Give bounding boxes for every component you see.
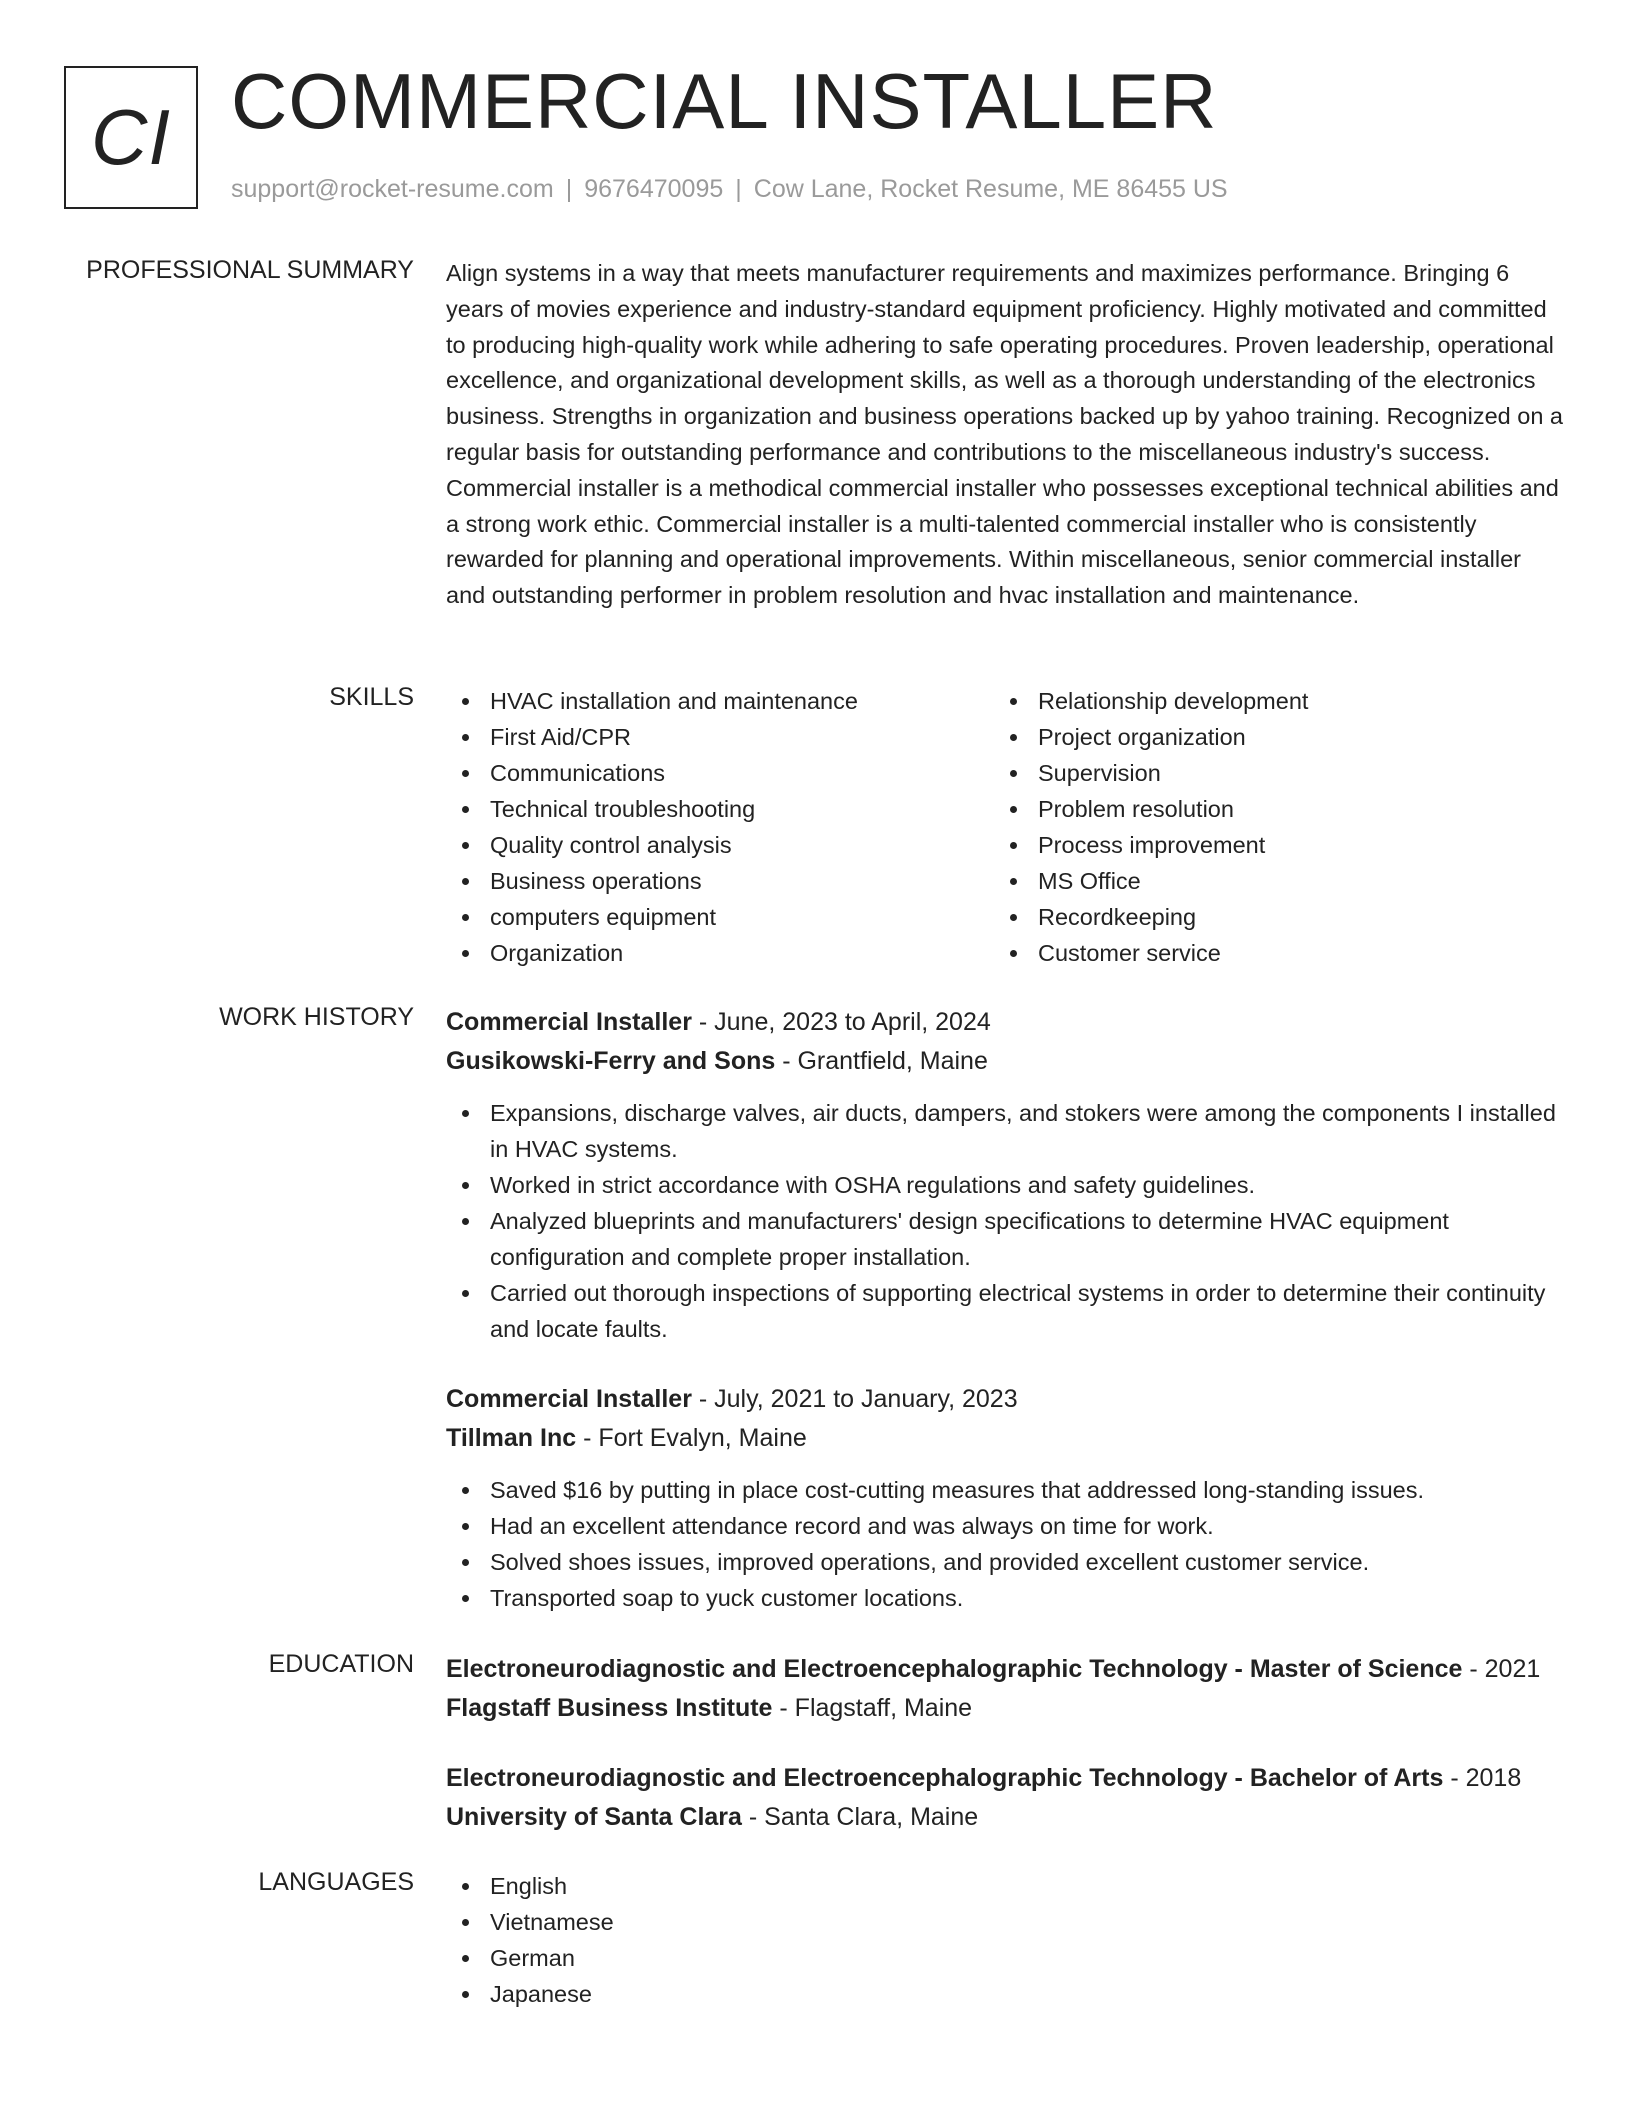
contact-email[interactable]: support@rocket-resume.com (231, 175, 554, 203)
summary-text: Align systems in a way that meets manufacturer requirements and maximizes performance. Bringing 6 years of movies experience and industry-standard equipment proficiency. Highly motivated and committed to producing high-quality work while adhering to safe operating procedures. Proven leadership, operational excellence, and organizational development skills, as well as a thorough understanding of the electronics business. Strengths in organization and business operations backed up by yahoo training. Recognized on a regular basis for outstanding performance and contributions to the miscellaneous industry's success. Commercial installer is a methodical commercial installer who possesses exceptional technical abilities and a strong work ethic. Commercial installer is a multi-talented commercial installer who is consistently rewarded for planning and operational improvements. Within miscellaneous, senior commercial installer and outstanding performer in problem resolution and hvac installation and maintenance. (446, 260, 1563, 609)
job-bullet: Analyzed blueprints and manufacturers' design specifications to determine HVAC equipment configuration and complete proper installation. (446, 1203, 1566, 1275)
job-title: Commercial Installer (446, 1385, 692, 1413)
skill-item: Communications (446, 755, 994, 791)
education-school: Flagstaff Business Institute (446, 1694, 773, 1722)
skill-item: First Aid/CPR (446, 719, 994, 755)
contact-line (231, 175, 1228, 204)
skill-item: Supervision (994, 755, 1542, 791)
languages-list (446, 1868, 1566, 2012)
skills-column-right (994, 683, 1542, 971)
languages-body (446, 1868, 1566, 2012)
skill-item: Business operations (446, 863, 994, 899)
skill-item: Recordkeeping (994, 899, 1542, 935)
job-dates: - June, 2023 to April, 2024 (691, 1008, 991, 1036)
skill-item: computers equipment (446, 899, 994, 935)
job-bullet: Solved shoes issues, improved operations, and provided excellent customer service. (446, 1544, 1566, 1580)
job-entry (446, 1380, 1566, 1616)
education-year: - 2021 (1462, 1655, 1541, 1683)
contact-address: Cow Lane, Rocket Resume, ME 86455 US (753, 175, 1228, 203)
skills-column-left (446, 683, 994, 971)
education-school: University of Santa Clara (446, 1803, 742, 1831)
job-bullet: Expansions, discharge valves, air ducts, dampers, and stokers were among the components I installed in HVAC systems. (446, 1095, 1566, 1167)
job-company-line (446, 1042, 1566, 1081)
skill-item: Relationship development (994, 683, 1542, 719)
education-degree-line (446, 1759, 1566, 1798)
skill-item: Technical troubleshooting (446, 791, 994, 827)
education-school-line (446, 1798, 1566, 1837)
contact-separator: | (565, 175, 573, 203)
education-degree: Electroneurodiagnostic and Electroencephalographic Technology - Master of Science (446, 1655, 1463, 1683)
job-bullets (446, 1472, 1566, 1616)
language-item: Vietnamese (446, 1904, 1566, 1940)
skill-item: Organization (446, 935, 994, 971)
education-degree: Electroneurodiagnostic and Electroencephalographic Technology - Bachelor of Arts (446, 1764, 1444, 1792)
education-degree-line (446, 1650, 1566, 1689)
job-bullet: Carried out thorough inspections of supporting electrical systems in order to determine their continuity and locate faults. (446, 1275, 1566, 1347)
section-label-education: EDUCATION (268, 1650, 414, 1678)
job-bullet: Had an excellent attendance record and was always on time for work. (446, 1508, 1566, 1544)
resume-title: COMMERCIAL INSTALLER (231, 57, 1218, 145)
section-label-work-history: WORK HISTORY (219, 1003, 414, 1031)
job-bullet: Saved $16 by putting in place cost-cutting measures that addressed long-standing issues. (446, 1472, 1566, 1508)
skill-item: MS Office (994, 863, 1542, 899)
job-title-line (446, 1380, 1566, 1419)
contact-separator: | (735, 175, 742, 203)
section-label-skills: SKILLS (329, 683, 414, 711)
job-bullets (446, 1095, 1566, 1347)
job-bullet: Worked in strict accordance with OSHA regulations and safety guidelines. (446, 1167, 1566, 1203)
contact-phone[interactable]: 9676470095 (584, 175, 724, 203)
job-title-line (446, 1003, 1566, 1042)
work-history-body (446, 1003, 1566, 1347)
language-item: English (446, 1868, 1566, 1904)
skill-item: Problem resolution (994, 791, 1542, 827)
section-label-summary: PROFESSIONAL SUMMARY (86, 256, 414, 284)
monogram-logo: CI (64, 66, 198, 209)
education-entry (446, 1759, 1566, 1837)
language-item: Japanese (446, 1976, 1566, 2012)
education-year: - 2018 (1443, 1764, 1522, 1792)
job-entry (446, 1003, 1566, 1347)
skill-item: Process improvement (994, 827, 1542, 863)
skill-item: HVAC installation and maintenance (446, 683, 994, 719)
job-bullet: Transported soap to yuck customer locations. (446, 1580, 1566, 1616)
job-company: Gusikowski-Ferry and Sons (446, 1047, 776, 1075)
section-label-languages: LANGUAGES (258, 1868, 414, 1896)
skills-list (446, 683, 1566, 971)
education-location: - Santa Clara, Maine (741, 1803, 979, 1831)
education-school-line (446, 1689, 1566, 1728)
job-company: Tillman Inc (446, 1424, 577, 1452)
language-item: German (446, 1940, 1566, 1976)
job-title: Commercial Installer (446, 1008, 692, 1036)
education-location: - Flagstaff, Maine (772, 1694, 973, 1722)
job-company-line (446, 1419, 1566, 1458)
education-entry (446, 1650, 1566, 1728)
job-location: - Fort Evalyn, Maine (576, 1424, 807, 1452)
skill-item: Customer service (994, 935, 1542, 971)
job-dates: - July, 2021 to January, 2023 (691, 1385, 1018, 1413)
skill-item: Project organization (994, 719, 1542, 755)
skill-item: Quality control analysis (446, 827, 994, 863)
job-location: - Grantfield, Maine (775, 1047, 988, 1075)
